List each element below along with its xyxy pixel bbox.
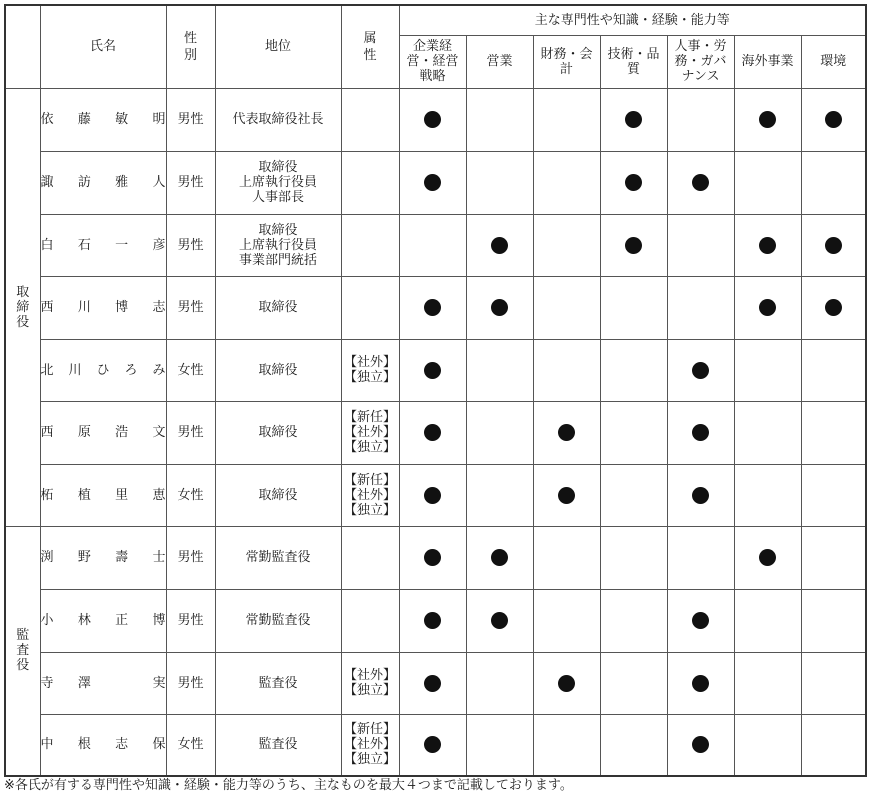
skill-dot	[424, 299, 441, 316]
table-row	[5, 652, 866, 714]
skill-cell	[801, 464, 866, 526]
member-attribute	[341, 589, 399, 652]
header-group-blank	[5, 5, 40, 88]
skill-cell	[600, 401, 667, 464]
skill-dot	[424, 424, 441, 441]
skill-cell	[399, 589, 466, 652]
member-position: 監査役	[215, 714, 341, 776]
member-attribute	[341, 526, 399, 589]
skill-dot	[692, 612, 709, 629]
member-attribute	[341, 214, 399, 276]
skill-cell	[600, 151, 667, 214]
skill-cell	[533, 589, 600, 652]
skill-cell	[533, 401, 600, 464]
skill-cell	[600, 88, 667, 151]
skill-cell	[801, 214, 866, 276]
table-row	[5, 464, 866, 526]
skill-dot	[424, 612, 441, 629]
skill-cell	[734, 88, 801, 151]
skill-cell	[801, 401, 866, 464]
member-gender: 女性	[166, 464, 215, 526]
skill-cell	[734, 151, 801, 214]
skill-cell	[734, 214, 801, 276]
skill-cell	[667, 339, 734, 401]
member-position: 取締役	[215, 339, 341, 401]
skill-cell	[466, 464, 533, 526]
skill-cell	[600, 339, 667, 401]
member-attribute: 【社外】 【独立】	[341, 652, 399, 714]
skill-cell	[734, 339, 801, 401]
table-row	[5, 714, 866, 776]
skill-dot	[491, 549, 508, 566]
header-skills-group: 主な専門性や知識・経験・能力等	[399, 5, 866, 35]
skill-cell	[399, 151, 466, 214]
skill-cell	[600, 652, 667, 714]
skill-cell	[734, 276, 801, 339]
skill-dot	[759, 111, 776, 128]
member-gender: 男性	[166, 151, 215, 214]
skill-cell	[466, 401, 533, 464]
skill-cell	[734, 714, 801, 776]
member-attribute: 【新任】 【社外】 【独立】	[341, 464, 399, 526]
skill-cell	[600, 214, 667, 276]
skill-dot	[759, 237, 776, 254]
skill-dot	[825, 299, 842, 316]
member-gender: 男性	[166, 88, 215, 151]
skills-matrix-container	[4, 4, 867, 777]
skill-dot	[424, 362, 441, 379]
skill-cell	[466, 589, 533, 652]
skill-dot	[759, 549, 776, 566]
skill-cell	[533, 714, 600, 776]
member-attribute: 【新任】 【社外】 【独立】	[341, 401, 399, 464]
skill-cell	[667, 214, 734, 276]
member-name: 柘植里恵	[40, 464, 166, 526]
skill-cell	[801, 88, 866, 151]
skill-cell	[399, 401, 466, 464]
skill-cell	[801, 589, 866, 652]
header-skill-4: 技術・品質	[600, 35, 667, 88]
skill-dot	[692, 424, 709, 441]
skill-dot	[625, 174, 642, 191]
member-name: 西川博志	[40, 276, 166, 339]
skill-dot	[692, 487, 709, 504]
member-attribute: 【社外】 【独立】	[341, 339, 399, 401]
skill-cell	[466, 88, 533, 151]
skill-dot	[424, 111, 441, 128]
skill-dot	[692, 174, 709, 191]
skill-cell	[533, 276, 600, 339]
skill-cell	[734, 464, 801, 526]
matrix-body	[5, 88, 866, 776]
skill-cell	[667, 526, 734, 589]
skill-dot	[692, 675, 709, 692]
skill-cell	[533, 151, 600, 214]
member-position: 取締役	[215, 276, 341, 339]
skill-dot	[424, 675, 441, 692]
header-skill-7: 環境	[801, 35, 866, 88]
skill-cell	[533, 464, 600, 526]
skill-dot	[491, 299, 508, 316]
skill-cell	[399, 714, 466, 776]
header-gender: 性別	[166, 5, 215, 88]
member-position: 取締役 上席執行役員 事業部門統括	[215, 214, 341, 276]
group-label: 監 査 役	[5, 526, 40, 776]
skill-cell	[533, 214, 600, 276]
footnote: ※各氏が有する専門性や知識・経験・能力等のうち、主なものを最大４つまで記載しております。	[4, 778, 573, 793]
skill-cell	[466, 151, 533, 214]
skill-dot	[424, 549, 441, 566]
member-position: 監査役	[215, 652, 341, 714]
skill-dot	[558, 424, 575, 441]
skill-dot	[424, 174, 441, 191]
member-attribute: 【新任】 【社外】 【独立】	[341, 714, 399, 776]
table-row	[5, 88, 866, 151]
skill-cell	[533, 339, 600, 401]
skill-cell	[667, 714, 734, 776]
member-name: 渕野壽士	[40, 526, 166, 589]
skill-cell	[533, 652, 600, 714]
skill-cell	[399, 526, 466, 589]
skill-dot	[625, 237, 642, 254]
member-name: 西原浩文	[40, 401, 166, 464]
skill-cell	[466, 714, 533, 776]
member-position: 取締役	[215, 401, 341, 464]
table-row	[5, 151, 866, 214]
member-name: 中根志保	[40, 714, 166, 776]
skill-cell	[600, 589, 667, 652]
member-position: 常勤監査役	[215, 526, 341, 589]
header-skill-5: 人事・労務・ガバナンス	[667, 35, 734, 88]
skill-cell	[667, 652, 734, 714]
skill-cell	[801, 714, 866, 776]
skill-dot	[558, 487, 575, 504]
table-row	[5, 276, 866, 339]
table-row	[5, 401, 866, 464]
skill-dot	[825, 237, 842, 254]
skill-cell	[533, 88, 600, 151]
skill-cell	[734, 652, 801, 714]
member-position: 常勤監査役	[215, 589, 341, 652]
header-position: 地位	[215, 5, 341, 88]
skill-dot	[491, 237, 508, 254]
skill-cell	[399, 339, 466, 401]
skill-cell	[801, 526, 866, 589]
skill-dot	[692, 736, 709, 753]
skill-cell	[399, 214, 466, 276]
skill-dot	[759, 299, 776, 316]
member-attribute	[341, 88, 399, 151]
skill-cell	[734, 589, 801, 652]
skill-cell	[466, 276, 533, 339]
skill-cell	[801, 652, 866, 714]
member-name: 白石一彦	[40, 214, 166, 276]
table-row	[5, 339, 866, 401]
skill-cell	[399, 276, 466, 339]
skill-cell	[399, 464, 466, 526]
member-gender: 男性	[166, 652, 215, 714]
skill-cell	[801, 151, 866, 214]
skills-matrix-table	[4, 4, 867, 777]
skill-cell	[466, 214, 533, 276]
skill-cell	[600, 526, 667, 589]
member-gender: 男性	[166, 526, 215, 589]
member-gender: 女性	[166, 339, 215, 401]
header-row-1	[5, 5, 866, 35]
skill-cell	[734, 401, 801, 464]
skill-cell	[667, 401, 734, 464]
header-skill-6: 海外事業	[734, 35, 801, 88]
table-row	[5, 214, 866, 276]
skill-cell	[600, 276, 667, 339]
skill-cell	[801, 276, 866, 339]
skill-cell	[533, 526, 600, 589]
member-gender: 女性	[166, 714, 215, 776]
group-label: 取 締 役	[5, 88, 40, 526]
skill-cell	[667, 88, 734, 151]
skill-cell	[399, 88, 466, 151]
skill-cell	[399, 652, 466, 714]
skill-cell	[667, 589, 734, 652]
header-skill-1: 企業経営・経営戦略	[399, 35, 466, 88]
header-name: 氏名	[40, 5, 166, 88]
table-row	[5, 589, 866, 652]
skill-dot	[625, 111, 642, 128]
skill-cell	[600, 464, 667, 526]
skill-dot	[558, 675, 575, 692]
skill-dot	[424, 736, 441, 753]
member-name: 依藤敏明	[40, 88, 166, 151]
skill-cell	[667, 151, 734, 214]
member-name: 小林正博	[40, 589, 166, 652]
member-gender: 男性	[166, 214, 215, 276]
member-position: 取締役 上席執行役員 人事部長	[215, 151, 341, 214]
skill-dot	[825, 111, 842, 128]
table-row	[5, 526, 866, 589]
member-position: 代表取締役社長	[215, 88, 341, 151]
skill-dot	[692, 362, 709, 379]
skill-cell	[600, 714, 667, 776]
member-name: 北川ひろみ	[40, 339, 166, 401]
member-gender: 男性	[166, 276, 215, 339]
skill-cell	[466, 339, 533, 401]
skill-cell	[466, 652, 533, 714]
member-name: 寺澤 実	[40, 652, 166, 714]
member-gender: 男性	[166, 401, 215, 464]
member-attribute	[341, 151, 399, 214]
member-name: 諏訪雅人	[40, 151, 166, 214]
skill-dot	[491, 612, 508, 629]
header-skill-2: 営業	[466, 35, 533, 88]
skill-cell	[667, 464, 734, 526]
header-skill-3: 財務・会計	[533, 35, 600, 88]
skill-cell	[667, 276, 734, 339]
member-gender: 男性	[166, 589, 215, 652]
skill-cell	[801, 339, 866, 401]
member-attribute	[341, 276, 399, 339]
member-position: 取締役	[215, 464, 341, 526]
skill-cell	[466, 526, 533, 589]
skill-cell	[734, 526, 801, 589]
header-attribute: 属性	[341, 5, 399, 88]
skill-dot	[424, 487, 441, 504]
